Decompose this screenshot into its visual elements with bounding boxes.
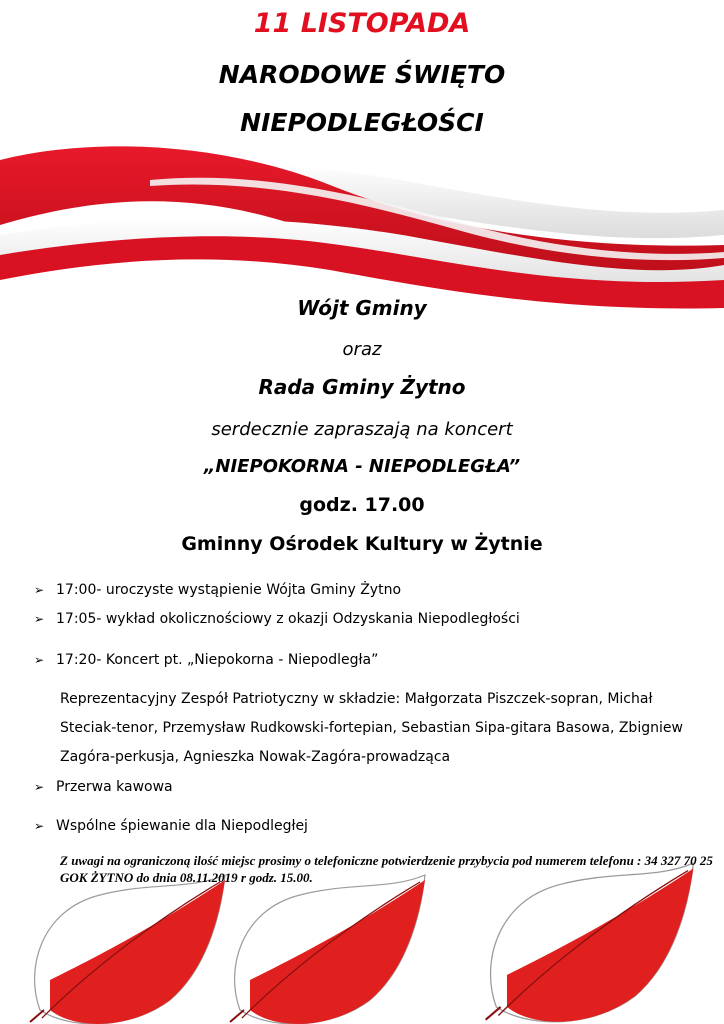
program-item	[34, 818, 308, 834]
program-item-text: Przerwa kawowa	[56, 779, 173, 795]
program-item	[34, 582, 401, 598]
flag-ribbon	[0, 140, 724, 310]
program-item-text: 17:20- Koncert pt. „Niepokorna - Niepodległa”	[56, 652, 379, 668]
program-item-text: 17:00- uroczyste wystąpienie Wójta Gminy Żytno	[56, 582, 402, 598]
arrow-bullet-icon: ➢	[34, 780, 45, 794]
program-item-text: 17:05- wykład okolicznościowy z okazji Odzyskania Niepodległości	[56, 611, 520, 627]
arrow-bullet-icon: ➢	[34, 819, 45, 833]
title-line-2: NIEPODLEGŁOŚCI	[240, 108, 484, 137]
date-heading: 11 LISTOPADA	[253, 8, 471, 39]
concert-title: „NIEPOKORNA - NIEPODLEGŁA”	[203, 456, 521, 477]
conjunction: oraz	[342, 339, 382, 360]
program-item	[34, 611, 520, 627]
program-item-text: Wspólne śpiewanie dla Niepodległej	[56, 818, 308, 834]
event-time: godz. 17.00	[299, 494, 425, 516]
invite-text: serdecznie zapraszają na koncert	[211, 419, 513, 440]
arrow-bullet-icon: ➢	[34, 583, 45, 597]
program-item	[34, 652, 378, 668]
performers-text: Reprezentacyjny Zespół Patriotyczny w składzie: Małgorzata Piszczek-sopran, Michał Steciak-tenor, Przemysław Rudkowski-fortepian, Sebastian Sipa-gitara Basowa, Zbigniew Zagóra-perkusja, Agnieszka Nowak-Zagóra-prowadząca	[60, 691, 683, 765]
venue: Gminny Ośrodek Kultury w Żytnie	[181, 533, 543, 555]
program-item	[34, 779, 173, 795]
title-line-1: NARODOWE ŚWIĘTO	[218, 60, 506, 89]
host-wojt: Wójt Gminy	[297, 296, 427, 320]
arrow-bullet-icon: ➢	[34, 653, 45, 667]
notice-text: Z uwagi na ograniczoną ilość miejsc prosimy o telefoniczne potwierdzenie przybycia pod numerem telefonu : 34 327 70 25 GOK ŻYTNO do dnia 08.11.2019 r godz. 15.00.	[60, 853, 713, 885]
arrow-bullet-icon: ➢	[34, 612, 45, 626]
host-rada: Rada Gminy Żytno	[258, 375, 466, 399]
